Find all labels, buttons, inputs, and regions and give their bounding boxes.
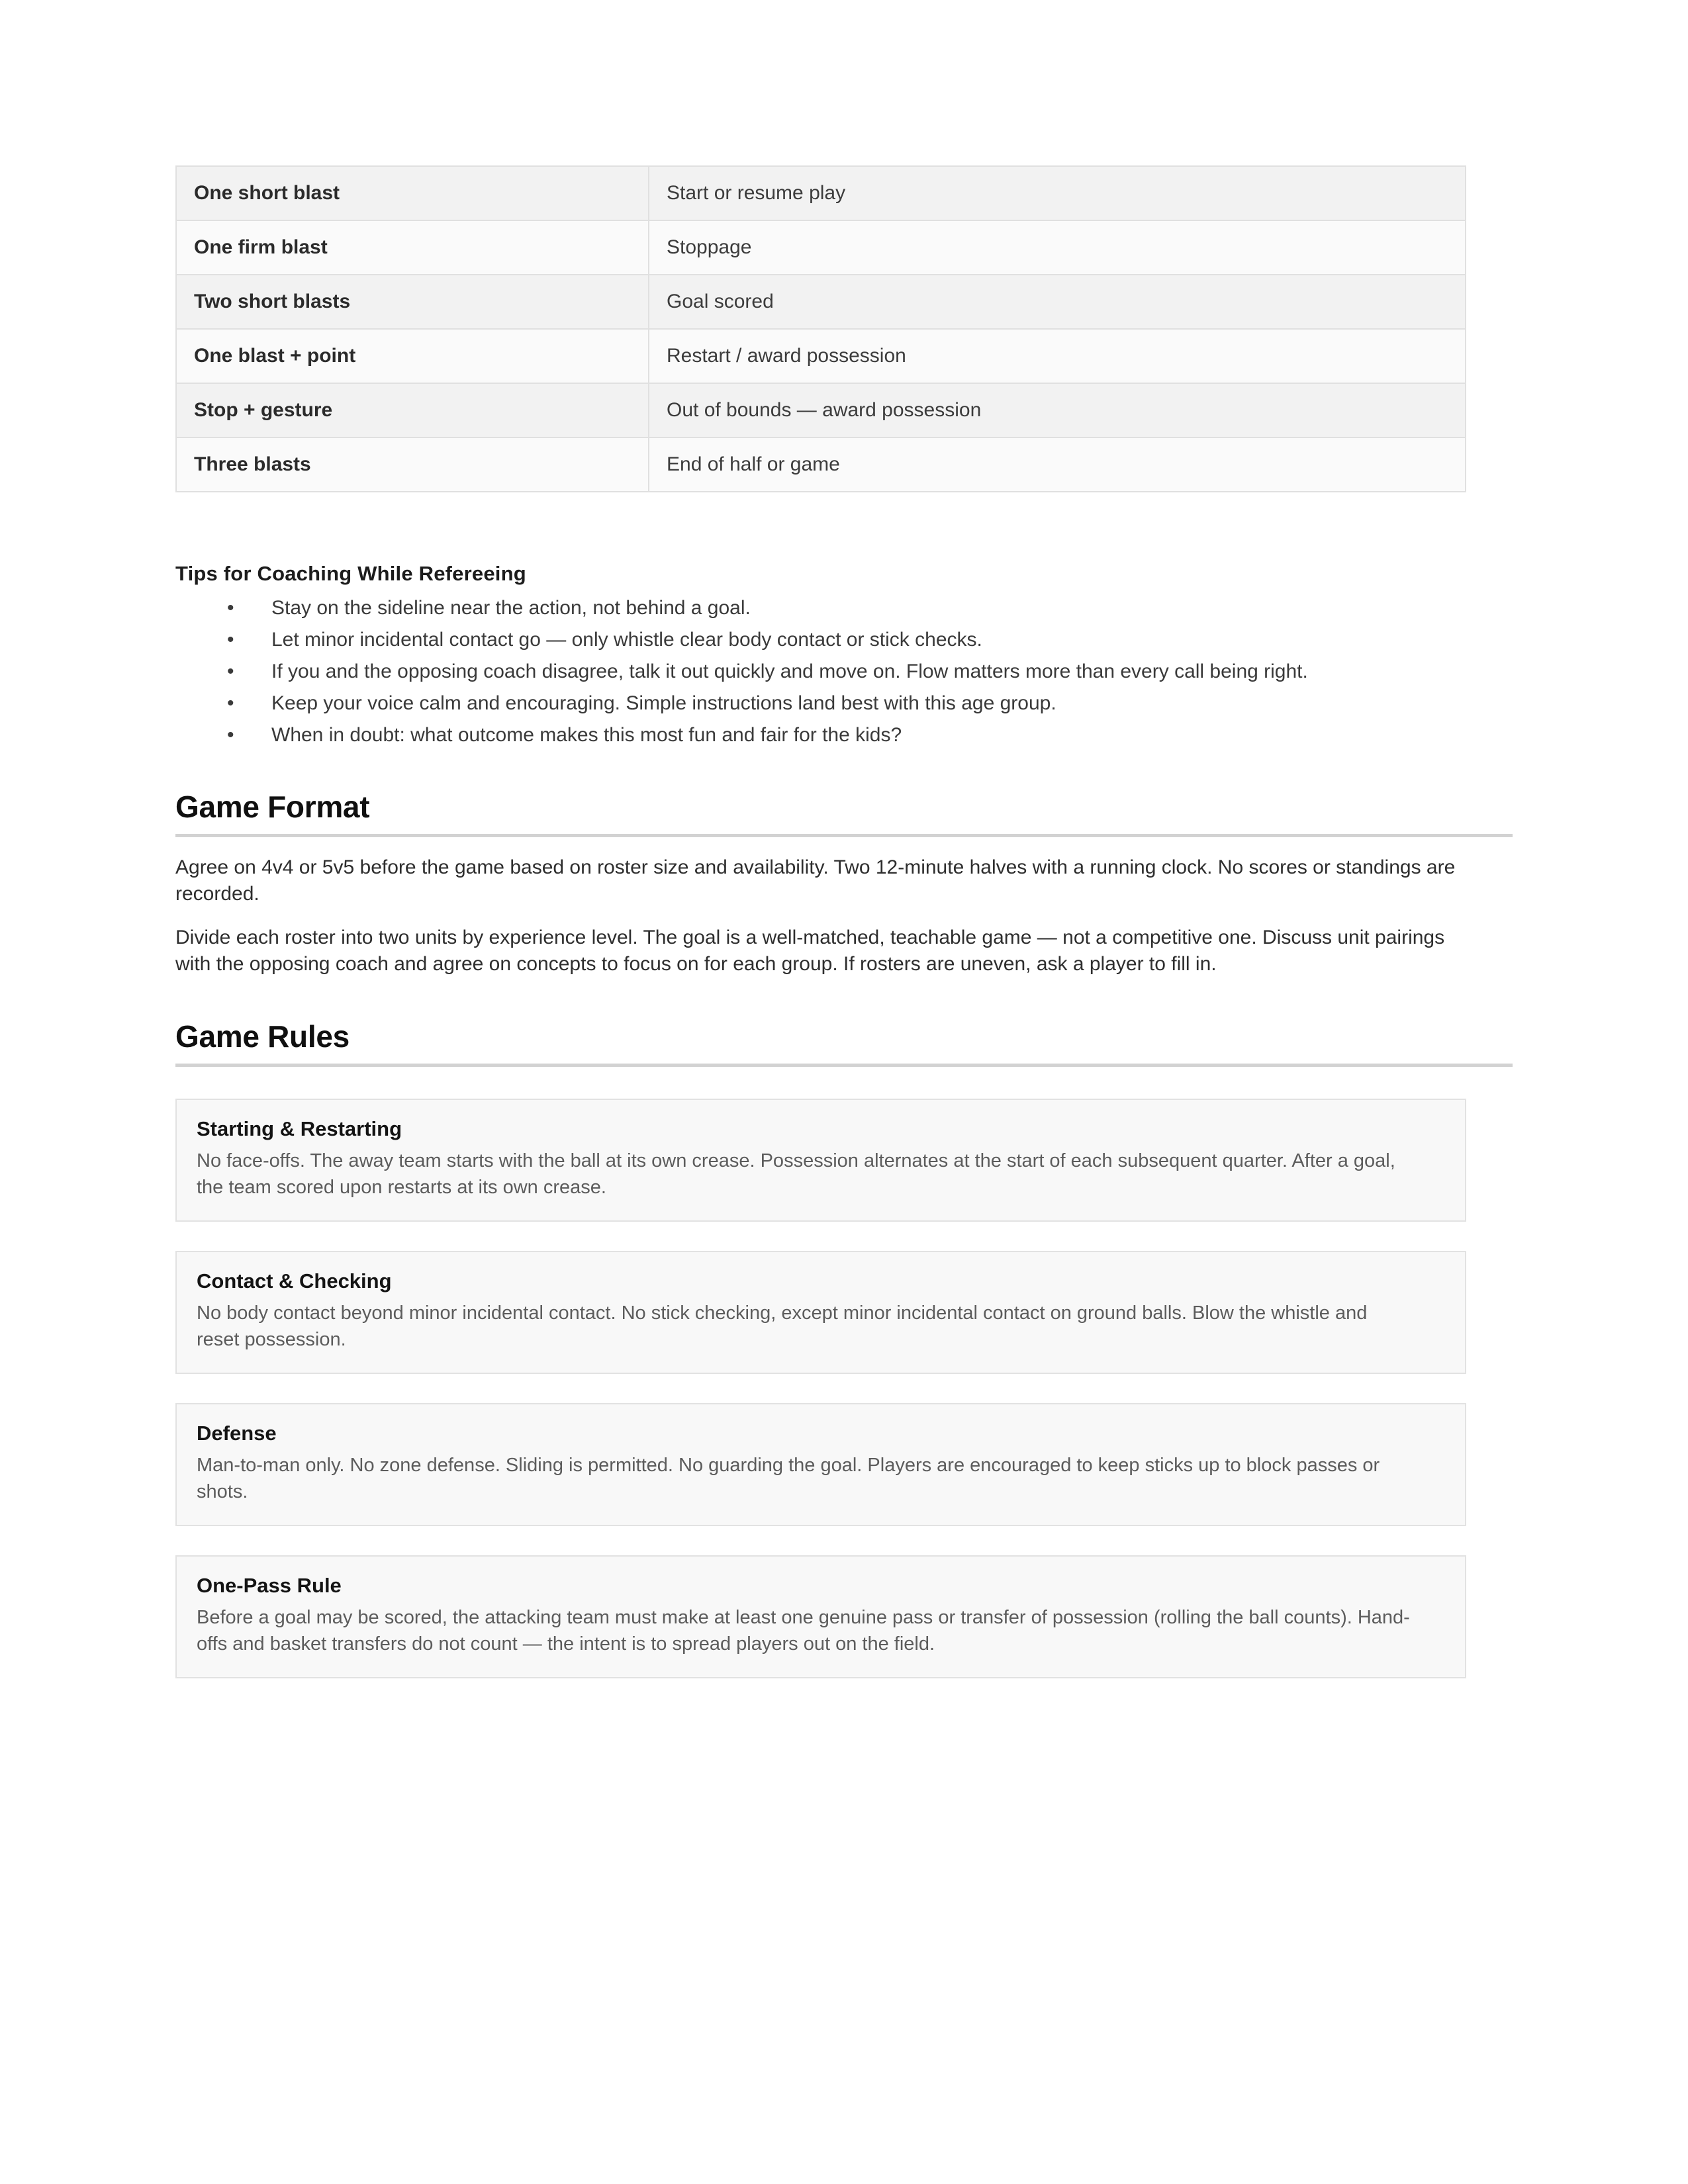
rule-card bbox=[175, 1403, 1466, 1526]
document-content bbox=[175, 165, 1513, 1678]
list-item bbox=[175, 690, 1503, 716]
rule-card bbox=[175, 1251, 1466, 1374]
bullet-icon: • bbox=[227, 692, 234, 714]
whistle-signal-table bbox=[175, 165, 1466, 492]
coaching-tips-list bbox=[175, 595, 1513, 748]
rule-card-title: One-Pass Rule bbox=[197, 1573, 342, 1597]
meaning-cell: Restart / award possession bbox=[649, 329, 1466, 383]
list-item-text: Let minor incidental contact go — only whistle clear body contact or stick checks. bbox=[271, 629, 982, 651]
rule-card-title: Contact & Checking bbox=[197, 1269, 392, 1293]
table-row bbox=[176, 275, 1466, 329]
table-row bbox=[176, 437, 1466, 492]
signal-cell: Two short blasts bbox=[176, 275, 649, 329]
rule-card-body: No face-offs. The away team starts with the ball at its own crease. Possession alternates at the start of each subsequent quarter. After a goal, the team scored upon restarts at its own crease. bbox=[197, 1150, 1395, 1198]
list-item-text: Keep your voice calm and encouraging. Simple instructions land best with this age group. bbox=[271, 692, 1056, 714]
table-row bbox=[176, 383, 1466, 437]
bullet-icon: • bbox=[227, 660, 234, 682]
game-format-body bbox=[175, 854, 1513, 978]
heading-divider bbox=[175, 1064, 1513, 1067]
paragraph: Agree on 4v4 or 5v5 before the game based on roster size and availability. Two 12-minute halves with a running clock. No scores or standings are recorded. bbox=[175, 856, 1456, 905]
game-format-heading-group bbox=[175, 789, 1513, 837]
bullet-icon: • bbox=[227, 724, 234, 746]
meaning-cell: Out of bounds — award possession bbox=[649, 383, 1466, 437]
signal-cell: One short blast bbox=[176, 166, 649, 220]
signal-cell: One blast + point bbox=[176, 329, 649, 383]
rule-card bbox=[175, 1555, 1466, 1678]
rule-card-title: Starting & Restarting bbox=[197, 1116, 402, 1140]
list-item bbox=[175, 722, 1503, 748]
list-item bbox=[175, 627, 1503, 653]
table-row bbox=[176, 220, 1466, 275]
rule-card-body: No body contact beyond minor incidental contact. No stick checking, except minor incidental contact on ground balls. Blow the whistle and reset possession. bbox=[197, 1302, 1368, 1350]
rule-card-body: Man-to-man only. No zone defense. Sliding is permitted. No guarding the goal. Players are encouraged to keep sticks up to block passes or shots. bbox=[197, 1454, 1380, 1502]
table-row bbox=[176, 329, 1466, 383]
heading-divider bbox=[175, 834, 1513, 837]
rule-card-title: Defense bbox=[197, 1421, 277, 1445]
game-rules-heading: Game Rules bbox=[175, 1019, 350, 1054]
list-item bbox=[175, 659, 1503, 684]
coaching-tips-title: Tips for Coaching While Refereeing bbox=[175, 562, 526, 585]
meaning-cell: Stoppage bbox=[649, 220, 1466, 275]
meaning-cell: Start or resume play bbox=[649, 166, 1466, 220]
bullet-icon: • bbox=[227, 629, 234, 651]
rule-card-body: Before a goal may be scored, the attacking team must make at least one genuine pass or transfer of possession (rolling the ball counts). Hand-offs and basket transfers do not count — the intent is to spread players out on the field. bbox=[197, 1606, 1410, 1655]
signal-cell: Three blasts bbox=[176, 437, 649, 492]
paragraph: Divide each roster into two units by experience level. The goal is a well-matched, teachable game — not a competitive one. Discuss unit pairings with the opposing coach and agree on concepts to focus on for each group. If rosters are uneven, ask a player to fill in. bbox=[175, 926, 1445, 975]
list-item-text: If you and the opposing coach disagree, talk it out quickly and move on. Flow matters more than every call being right. bbox=[271, 660, 1308, 682]
game-rules-card-list bbox=[175, 1099, 1513, 1678]
table-row bbox=[176, 166, 1466, 220]
coaching-tips-section bbox=[175, 562, 1513, 748]
game-format-heading: Game Format bbox=[175, 790, 370, 824]
meaning-cell: End of half or game bbox=[649, 437, 1466, 492]
rule-card bbox=[175, 1099, 1466, 1222]
bullet-icon: • bbox=[227, 597, 234, 619]
game-rules-heading-group bbox=[175, 1019, 1513, 1067]
signal-cell: Stop + gesture bbox=[176, 383, 649, 437]
list-item-text: When in doubt: what outcome makes this most fun and fair for the kids? bbox=[271, 724, 902, 746]
signal-cell: One firm blast bbox=[176, 220, 649, 275]
list-item-text: Stay on the sideline near the action, not behind a goal. bbox=[271, 597, 751, 619]
meaning-cell: Goal scored bbox=[649, 275, 1466, 329]
list-item bbox=[175, 595, 1503, 621]
